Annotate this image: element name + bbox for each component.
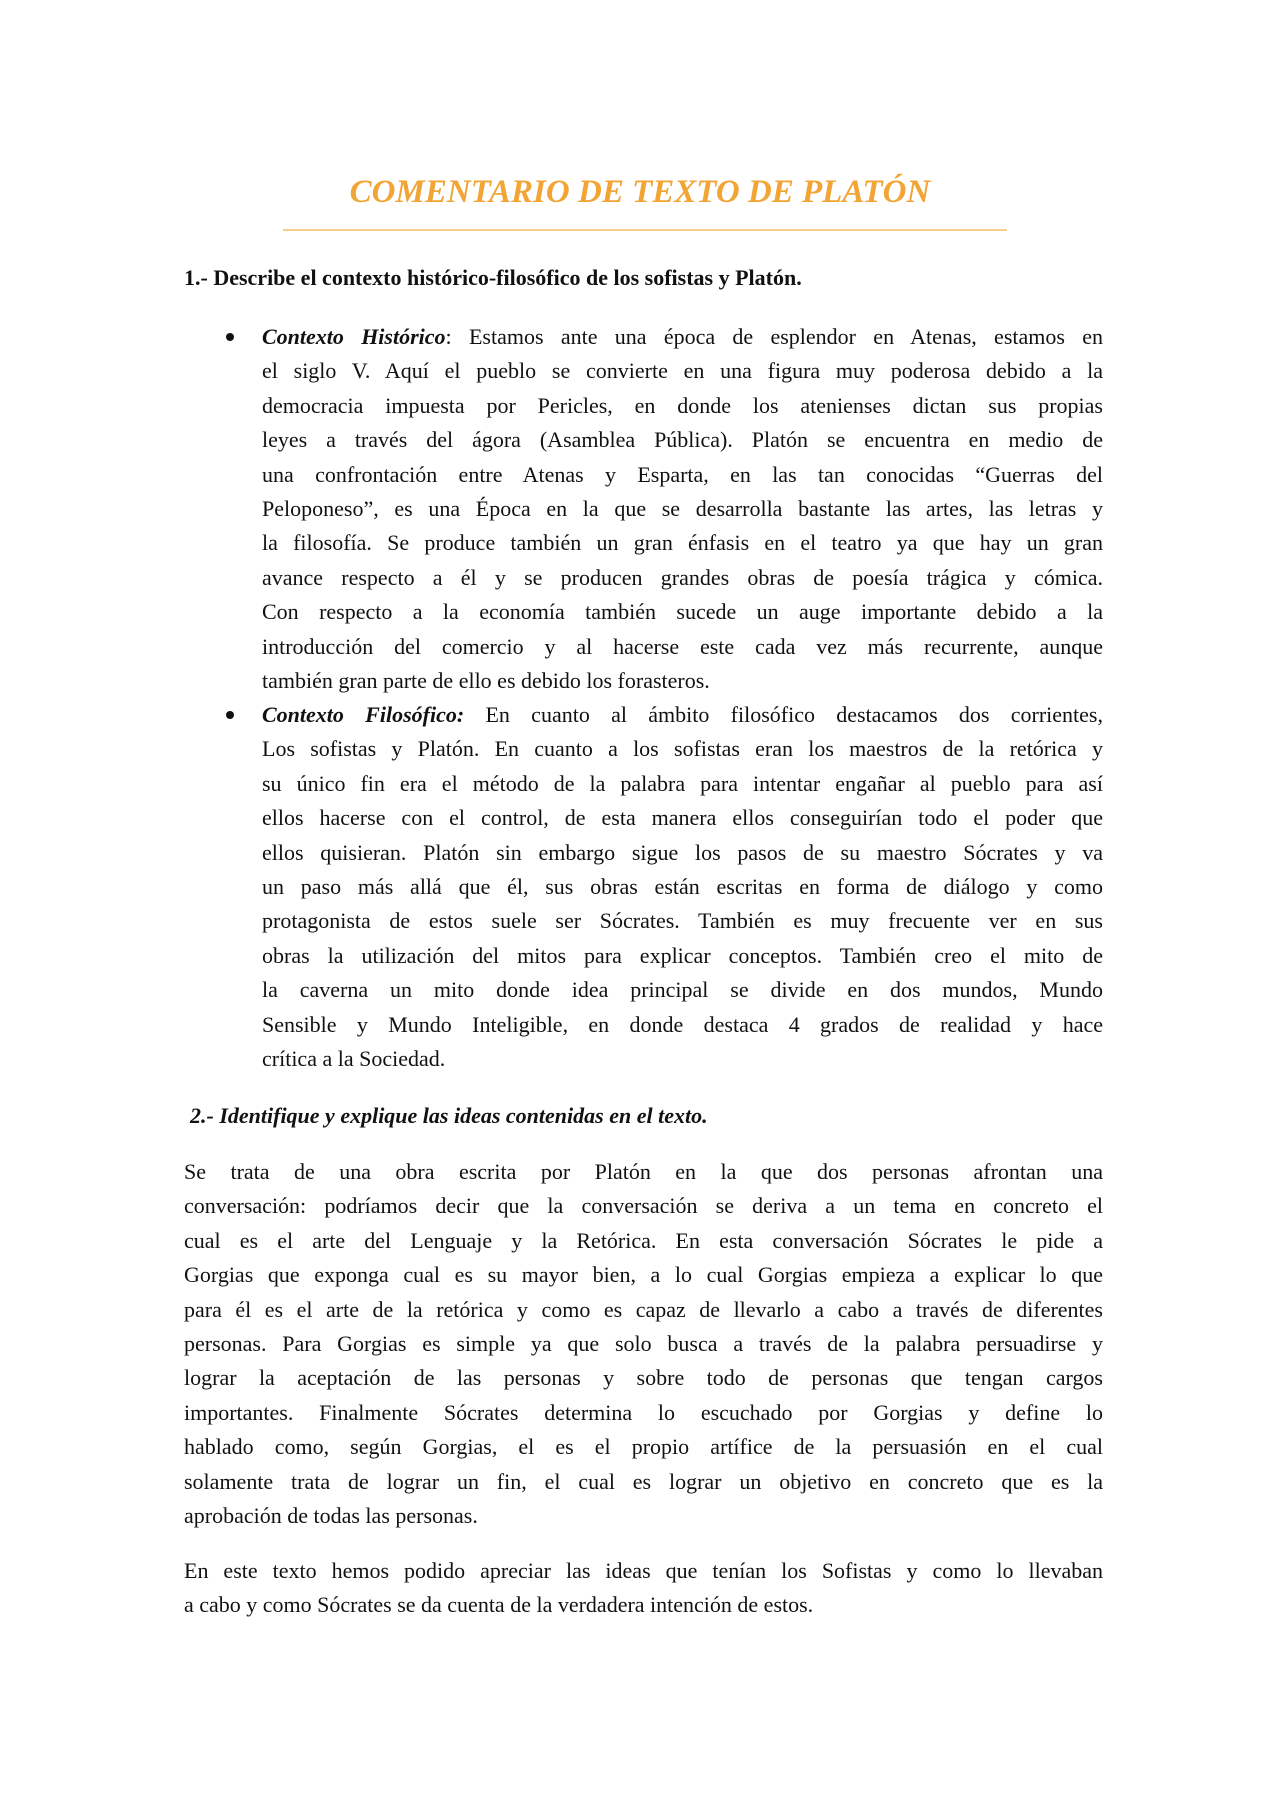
line-text: también gran parte de ello es debido los forasteros. — [262, 667, 710, 693]
line-text: el siglo V. Aquí el pueblo se convierte en una figura muy poderosa debido a la — [262, 358, 1103, 384]
text-line — [184, 1224, 1103, 1258]
text-line — [184, 1499, 1103, 1533]
line-text: una confrontación entre Atenas y Esparta, en las tan conocidas “Guerras del — [262, 461, 1103, 487]
line-text: En este texto hemos podido apreciar las ideas que tenían los Sofistas y como lo llevaban — [184, 1558, 1103, 1583]
text-line — [184, 1327, 1103, 1361]
text-line — [262, 767, 1103, 801]
text-line — [262, 1042, 1103, 1076]
text-line — [262, 836, 1103, 870]
question-2-heading: 2.- Identifique y explique las ideas contenidas en el texto. — [190, 1103, 708, 1128]
document-title: COMENTARIO DE TEXTO DE PLATÓN — [349, 174, 931, 210]
line-text: Se trata de una obra escrita por Platón en la que dos personas afrontan una — [184, 1159, 1103, 1184]
line-text: su único fin era el método de la palabra para intentar engañar al pueblo para así — [262, 770, 1103, 796]
line-text: leyes a través del ágora (Asamblea Pública). Platón se encuentra en medio de — [262, 427, 1103, 453]
line-text: Sensible y Mundo Inteligible, en donde destaca 4 grados de realidad y hace — [262, 1011, 1103, 1037]
text-line — [262, 1008, 1103, 1042]
text-line — [262, 389, 1103, 423]
line-text: a cabo y como Sócrates se da cuenta de la verdadera intención de estos. — [184, 1592, 814, 1618]
text-line — [184, 1361, 1103, 1395]
text-line — [184, 1430, 1103, 1464]
text-line — [262, 664, 1103, 698]
line-text: protagonista de estos suele ser Sócrates. También es muy frecuente ver en sus — [262, 908, 1103, 934]
line-text: personas. Para Gorgias es simple ya que solo busca a través de la palabra persuadirse y — [184, 1330, 1103, 1356]
label-separator: : — [445, 324, 469, 349]
line-text: Estamos ante una época de esplendor en Atenas, estamos en — [468, 324, 1103, 349]
text-line — [262, 801, 1103, 835]
text-line — [184, 1189, 1103, 1223]
line-text: ellos quisieran. Platón sin embargo sigue los pasos de su maestro Sócrates y va — [262, 839, 1103, 865]
text-line — [262, 320, 1103, 354]
question-1-heading: 1.- Describe el contexto histórico-filosófico de los sofistas y Platón. — [184, 265, 802, 290]
answer-paragraph-2 — [184, 1554, 1103, 1623]
line-text: Con respecto a la economía también sucede un auge importante debido a la — [262, 599, 1103, 625]
bullet-historical-context — [262, 320, 1103, 698]
bullet-icon — [226, 333, 234, 341]
line-text: democracia impuesta por Pericles, en donde los atenienses dictan sus propias — [262, 392, 1103, 418]
line-text: introducción del comercio y al hacerse este cada vez más recurrente, aunque — [262, 633, 1103, 659]
line-text: Peloponeso”, es una Época en la que se desarrolla bastante las artes, las letras y — [262, 495, 1103, 521]
bullet-label: Contexto Histórico — [262, 324, 446, 349]
text-line — [184, 1258, 1103, 1292]
text-line — [262, 354, 1103, 388]
text-line — [184, 1293, 1103, 1327]
line-text: para él es el arte de la retórica y como es capaz de llevarlo a cabo a través de diferentes — [184, 1296, 1103, 1322]
text-line — [262, 595, 1103, 629]
line-text: avance respecto a él y se producen grandes obras de poesía trágica y cómica. — [262, 564, 1103, 590]
text-line — [262, 423, 1103, 457]
line-text: Los sofistas y Platón. En cuanto a los sofistas eran los maestros de la retórica y — [262, 736, 1103, 762]
label-separator — [464, 702, 485, 727]
text-line — [262, 526, 1103, 560]
bullet-philosophical-context — [262, 698, 1103, 1076]
line-text: crítica a la Sociedad. — [262, 1045, 446, 1071]
line-text: importantes. Finalmente Sócrates determina lo escuchado por Gorgias y define lo — [184, 1399, 1103, 1425]
line-text: la caverna un mito donde idea principal se divide en dos mundos, Mundo — [262, 977, 1103, 1003]
line-text: cual es el arte del Lenguaje y la Retórica. En esta conversación Sócrates le pide a — [184, 1227, 1103, 1253]
line-text: conversación: podríamos decir que la conversación se deriva a un tema en concreto el — [184, 1193, 1103, 1219]
text-line — [262, 698, 1103, 732]
text-line — [262, 973, 1103, 1007]
text-line — [262, 732, 1103, 766]
line-text: Gorgias que exponga cual es su mayor bien, a lo cual Gorgias empieza a explicar lo que — [184, 1262, 1103, 1288]
text-line — [184, 1396, 1103, 1430]
line-text: aprobación de todas las personas. — [184, 1502, 478, 1528]
line-text: En cuanto al ámbito filosófico destacamos dos corrientes, — [485, 702, 1103, 727]
title-underline — [283, 229, 1007, 231]
line-text: obras la utilización del mitos para explicar conceptos. También creo el mito de — [262, 942, 1103, 968]
answer-paragraph-1 — [184, 1155, 1103, 1533]
line-text: lograr la aceptación de las personas y sobre todo de personas que tengan cargos — [184, 1365, 1103, 1391]
text-line — [262, 870, 1103, 904]
line-text: ellos hacerse con el control, de esta manera ellos conseguirían todo el poder que — [262, 805, 1103, 831]
text-line — [262, 939, 1103, 973]
line-text: un paso más allá que él, sus obras están escritas en forma de diálogo y como — [262, 873, 1103, 899]
text-line — [184, 1155, 1103, 1189]
text-line — [262, 492, 1103, 526]
text-line — [262, 561, 1103, 595]
line-text: la filosofía. Se produce también un gran énfasis en el teatro ya que hay un gran — [262, 530, 1103, 556]
line-text: solamente trata de lograr un fin, el cual es lograr un objetivo en concreto que es la — [184, 1468, 1103, 1494]
line-text: hablado como, según Gorgias, el es el propio artífice de la persuasión en el cual — [184, 1434, 1103, 1460]
text-line — [262, 458, 1103, 492]
bullet-label: Contexto Filosófico: — [262, 702, 465, 727]
text-line — [184, 1554, 1103, 1588]
text-line — [184, 1588, 1103, 1622]
text-line — [184, 1465, 1103, 1499]
text-line — [262, 904, 1103, 938]
bullet-icon — [226, 711, 234, 719]
text-line — [262, 630, 1103, 664]
